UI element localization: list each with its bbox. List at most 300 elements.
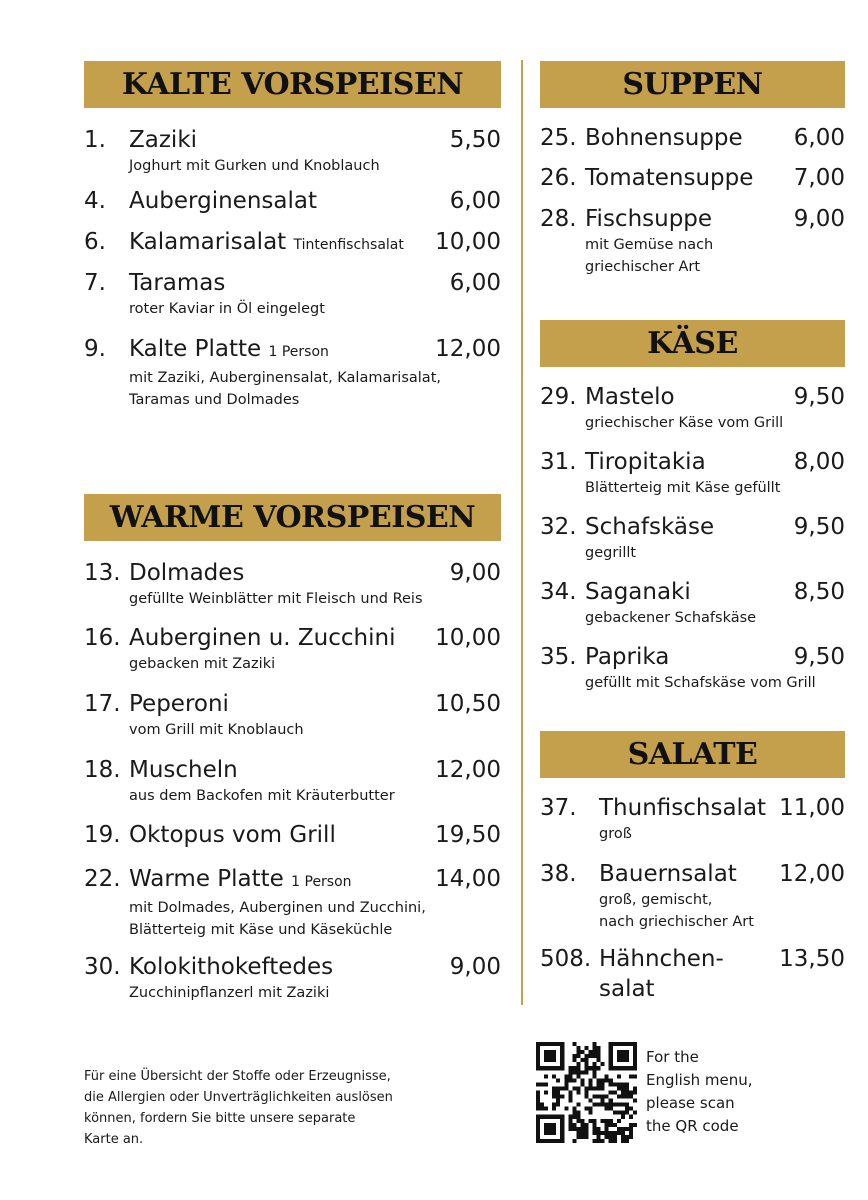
menu-item-row: [540, 447, 845, 477]
item-note: Tintenfischsalat: [293, 237, 404, 253]
item-number: 13.: [84, 560, 121, 586]
item-description: groß: [599, 826, 632, 842]
qr-module: [576, 1062, 580, 1066]
footnote-line: können, fordern Sie bitte unsere separate: [84, 1111, 356, 1126]
qr-module: [617, 1119, 621, 1123]
qr-module: [621, 1115, 625, 1119]
qr-module: [544, 1074, 548, 1078]
item-name: Oktopus vom Grill: [129, 822, 336, 848]
qr-module: [552, 1103, 556, 1107]
qr-module: [605, 1078, 609, 1082]
qr-module: [605, 1095, 609, 1099]
menu-item: [84, 334, 501, 411]
menu-item: [540, 123, 845, 153]
item-number: 35.: [540, 644, 577, 670]
footnote-line: Für eine Übersicht der Stoffe oder Erzeugnisse,: [84, 1069, 391, 1084]
allergen-footnote: [84, 1066, 424, 1150]
qr-module: [593, 1123, 597, 1127]
qr-module: [613, 1131, 617, 1135]
qr-module: [625, 1139, 629, 1143]
menu-item: [540, 163, 845, 193]
qr-module: [564, 1082, 568, 1086]
qr-module: [572, 1054, 576, 1058]
item-number: 28.: [540, 206, 577, 232]
qr-module: [629, 1074, 633, 1078]
qr-module: [617, 1111, 621, 1115]
qr-module: [605, 1103, 609, 1107]
menu-item-row: [84, 125, 501, 155]
qr-module: [580, 1058, 584, 1062]
item-price: 14,00: [435, 866, 501, 892]
qr-module: [572, 1070, 576, 1074]
section-header-warme-vorspeisen: [84, 494, 501, 541]
qr-module: [544, 1082, 548, 1086]
qr-module: [609, 1082, 613, 1086]
qr-module: [576, 1119, 580, 1123]
menu-item: [84, 755, 501, 807]
item-price: 19,50: [435, 822, 501, 848]
qr-module: [605, 1074, 609, 1078]
item-description: gefüllte Weinblätter mit Fleisch und Reis: [129, 591, 423, 607]
qr-module: [605, 1131, 609, 1135]
qr-module: [584, 1135, 588, 1139]
qr-module: [576, 1066, 580, 1070]
item-name: Mastelo: [585, 384, 675, 410]
item-name-wrap: [585, 204, 794, 234]
qr-module: [613, 1123, 617, 1127]
item-price: 7,00: [793, 165, 845, 191]
qr-module: [625, 1107, 629, 1111]
qr-module: [617, 1127, 621, 1131]
item-name-wrap: [129, 186, 450, 216]
menu-item: [540, 512, 845, 564]
qr-module: [568, 1115, 572, 1119]
qr-module: [589, 1111, 593, 1115]
menu-item-row: [540, 382, 845, 412]
qr-module: [580, 1078, 584, 1082]
qr-module: [593, 1054, 597, 1058]
footnote-line: die Allergien oder Unverträglichkeiten auslösen: [84, 1090, 393, 1105]
item-number: 34.: [540, 579, 577, 605]
menu-item: [84, 227, 501, 260]
item-name-wrap: [585, 163, 794, 193]
item-number: 18.: [84, 757, 121, 783]
menu-item-row: [540, 944, 845, 974]
menu-item-row: [84, 268, 501, 298]
menu-item-row: [84, 864, 501, 897]
qr-caption-line: please scan: [646, 1094, 735, 1112]
qr-module: [584, 1127, 588, 1131]
qr-module: [629, 1127, 633, 1131]
qr-module: [629, 1090, 633, 1094]
qr-module: [580, 1131, 584, 1135]
qr-module: [589, 1066, 593, 1070]
item-description: gebacken mit Zaziki: [129, 656, 276, 672]
item-number: 29.: [540, 384, 577, 410]
qr-module: [597, 1082, 601, 1086]
qr-module: [625, 1135, 629, 1139]
qr-module: [568, 1078, 572, 1082]
qr-module: [589, 1086, 593, 1090]
item-name-wrap: [585, 382, 794, 412]
qr-module: [625, 1086, 629, 1090]
item-name-wrap: [585, 512, 794, 542]
qr-module: [597, 1127, 601, 1131]
qr-module: [629, 1115, 633, 1119]
item-number: 16.: [84, 625, 121, 651]
qr-module: [597, 1050, 601, 1054]
item-price: 13,50: [779, 946, 845, 972]
item-description: gegrillt: [585, 545, 637, 561]
qr-module: [625, 1103, 629, 1107]
qr-module: [593, 1086, 597, 1090]
item-name: Hähnchen-: [599, 946, 724, 972]
qr-module: [609, 1090, 613, 1094]
menu-item: [84, 558, 501, 610]
qr-module: [584, 1070, 588, 1074]
item-name: Paprika: [585, 644, 670, 670]
qr-module: [605, 1119, 609, 1123]
qr-module: [597, 1135, 601, 1139]
item-name: Bauernsalat: [599, 861, 737, 887]
qr-module: [609, 1099, 613, 1103]
section-header-kalte-vorspeisen: [84, 61, 501, 108]
qr-module: [601, 1095, 605, 1099]
qr-module: [621, 1111, 625, 1115]
item-name-wrap: [599, 793, 779, 823]
qr-module: [617, 1074, 621, 1078]
qr-module: [633, 1086, 637, 1090]
item-name: Peperoni: [129, 691, 229, 717]
qr-module: [601, 1139, 605, 1143]
qr-module: [560, 1095, 564, 1099]
qr-module: [556, 1090, 560, 1094]
item-name: Zaziki: [129, 127, 198, 153]
qr-finder-core: [617, 1050, 629, 1062]
menu-item-row: [84, 227, 501, 260]
item-description: griechischer Art: [585, 259, 701, 275]
item-price: 8,50: [793, 579, 845, 605]
qr-module: [568, 1127, 572, 1131]
qr-module: [568, 1099, 572, 1103]
qr-module: [536, 1107, 540, 1111]
qr-module: [601, 1131, 605, 1135]
menu-item-row: [84, 755, 501, 785]
qr-module: [605, 1127, 609, 1131]
item-note: 1 Person: [268, 344, 329, 360]
item-name: Thunfischsalat: [599, 795, 767, 821]
menu-item: [540, 577, 845, 629]
item-price: 8,00: [793, 449, 845, 475]
qr-module: [625, 1111, 629, 1115]
qr-module: [589, 1119, 593, 1123]
item-price: 9,50: [793, 384, 845, 410]
item-name-wrap: [129, 125, 450, 155]
qr-module: [572, 1107, 576, 1111]
item-description: gebackener Schafskäse: [585, 610, 757, 626]
qr-module: [580, 1123, 584, 1127]
item-name: Auberginen u. Zucchini: [129, 625, 396, 651]
menu-item: [84, 820, 501, 850]
qr-module: [556, 1086, 560, 1090]
item-name-continued: salat: [599, 976, 655, 1002]
qr-module: [572, 1042, 576, 1046]
menu-item: [540, 642, 845, 694]
qr-module: [621, 1139, 625, 1143]
item-price: 10,00: [435, 229, 501, 255]
item-name: Auberginensalat: [129, 188, 317, 214]
qr-module: [597, 1066, 601, 1070]
section-title: KÄSE: [647, 326, 738, 361]
item-number: 4.: [84, 188, 106, 214]
item-name-wrap: [129, 558, 450, 588]
item-price: 9,00: [793, 206, 845, 232]
menu-item-row: [540, 859, 845, 889]
qr-module: [621, 1103, 625, 1107]
qr-module: [572, 1078, 576, 1082]
qr-module: [576, 1050, 580, 1054]
section-title: SUPPEN: [622, 67, 763, 102]
item-name-wrap: [129, 820, 435, 850]
menu-item: [84, 268, 501, 320]
qr-module: [593, 1095, 597, 1099]
qr-module: [556, 1103, 560, 1107]
item-description: mit Dolmades, Auberginen und Zucchini,: [129, 900, 426, 916]
menu-item-row: [84, 952, 501, 982]
qr-module: [633, 1099, 637, 1103]
item-description: Zucchinipflanzerl mit Zaziki: [129, 985, 330, 1001]
qr-module: [613, 1103, 617, 1107]
qr-module: [536, 1099, 540, 1103]
qr-module: [540, 1082, 544, 1086]
qr-module: [609, 1135, 613, 1139]
qr-module: [609, 1131, 613, 1135]
qr-module: [576, 1115, 580, 1119]
item-price: 9,50: [793, 514, 845, 540]
qr-module: [621, 1131, 625, 1135]
qr-module: [580, 1050, 584, 1054]
qr-module: [576, 1054, 580, 1058]
qr-module: [568, 1119, 572, 1123]
qr-module: [633, 1090, 637, 1094]
menu-item: [540, 793, 845, 845]
qr-module: [584, 1062, 588, 1066]
qr-module: [593, 1139, 597, 1143]
qr-module: [629, 1123, 633, 1127]
qr-module: [568, 1123, 572, 1127]
qr-module: [613, 1082, 617, 1086]
menu-item-row: [540, 642, 845, 672]
menu-item-row: [540, 123, 845, 153]
item-note: 1 Person: [291, 874, 352, 890]
qr-module: [568, 1070, 572, 1074]
qr-caption-line: English menu,: [646, 1071, 753, 1089]
section-title: WARME VORSPEISEN: [109, 500, 476, 535]
qr-module: [536, 1095, 540, 1099]
qr-module: [597, 1046, 601, 1050]
menu-item-row: [84, 623, 501, 653]
qr-module: [593, 1042, 597, 1046]
qr-module: [584, 1095, 588, 1099]
qr-module: [633, 1111, 637, 1115]
qr-module: [556, 1099, 560, 1103]
item-description: vom Grill mit Knoblauch: [129, 722, 304, 738]
item-name: Tiropitakia: [585, 449, 706, 475]
qr-module: [633, 1123, 637, 1127]
qr-module: [613, 1111, 617, 1115]
qr-module: [601, 1086, 605, 1090]
item-number: 26.: [540, 165, 577, 191]
item-number: 508.: [540, 946, 592, 972]
qr-module: [621, 1127, 625, 1131]
qr-module: [617, 1131, 621, 1135]
qr-module: [621, 1090, 625, 1094]
menu-item-row: [540, 163, 845, 193]
qr-module: [572, 1066, 576, 1070]
item-number: 17.: [84, 691, 121, 717]
item-price: 9,00: [449, 560, 501, 586]
menu-item: [540, 447, 845, 499]
item-price: 6,00: [793, 125, 845, 151]
item-price: 12,00: [779, 861, 845, 887]
qr-module: [613, 1090, 617, 1094]
qr-module: [564, 1078, 568, 1082]
qr-module: [625, 1090, 629, 1094]
item-price: 5,50: [449, 127, 501, 153]
menu-item: [84, 864, 501, 941]
qr-module: [629, 1131, 633, 1135]
item-name-wrap: [129, 864, 435, 897]
qr-caption-line: For the: [646, 1048, 699, 1066]
qr-module: [564, 1086, 568, 1090]
item-number: 9.: [84, 336, 106, 362]
menu-item: [84, 952, 501, 1004]
qr-module: [593, 1103, 597, 1107]
item-price: 9,00: [449, 954, 501, 980]
qr-module: [601, 1082, 605, 1086]
qr-module: [617, 1082, 621, 1086]
item-name-wrap: [129, 623, 435, 653]
qr-module: [576, 1103, 580, 1107]
item-description: Blätterteig mit Käse und Käseküchle: [129, 922, 393, 938]
qr-module: [572, 1115, 576, 1119]
menu-item-row: [84, 689, 501, 719]
item-name: Warme Platte: [129, 866, 284, 892]
qr-module: [584, 1090, 588, 1094]
qr-module: [576, 1127, 580, 1131]
qr-module: [609, 1139, 613, 1143]
qr-module: [589, 1054, 593, 1058]
qr-module: [613, 1135, 617, 1139]
item-name-wrap: [585, 642, 794, 672]
qr-module: [552, 1074, 556, 1078]
qr-module: [617, 1095, 621, 1099]
menu-item-row: [84, 334, 501, 367]
qr-module: [633, 1074, 637, 1078]
item-name: Schafskäse: [585, 514, 715, 540]
item-name-wrap: [129, 268, 450, 298]
menu-item: [84, 689, 501, 741]
menu-item-row: [540, 577, 845, 607]
qr-module: [593, 1074, 597, 1078]
item-name-wrap: [129, 952, 450, 982]
qr-module: [605, 1123, 609, 1127]
item-price: 11,00: [779, 795, 845, 821]
section-title: KALTE VORSPEISEN: [121, 67, 464, 102]
item-description: griechischer Käse vom Grill: [585, 415, 784, 431]
section-title: SALATE: [627, 737, 758, 772]
menu-item-row: [84, 186, 501, 216]
qr-module: [572, 1058, 576, 1062]
qr-module: [568, 1090, 572, 1094]
qr-module: [572, 1111, 576, 1115]
qr-module: [544, 1090, 548, 1094]
qr-module: [584, 1123, 588, 1127]
qr-module: [576, 1046, 580, 1050]
qr-module: [629, 1107, 633, 1111]
qr-module: [593, 1131, 597, 1135]
qr-module: [580, 1135, 584, 1139]
item-name-wrap: [585, 123, 794, 153]
item-description: Joghurt mit Gurken und Knoblauch: [129, 158, 380, 174]
menu-item-row: [84, 820, 501, 850]
qr-module: [576, 1074, 580, 1078]
qr-module: [584, 1046, 588, 1050]
qr-module: [609, 1103, 613, 1107]
item-price: 10,00: [435, 625, 501, 651]
qr-module: [556, 1095, 560, 1099]
item-name-wrap: [599, 859, 779, 889]
qr-module: [589, 1078, 593, 1082]
item-name: Dolmades: [129, 560, 245, 586]
qr-module: [540, 1107, 544, 1111]
menu-item: [540, 382, 845, 434]
qr-module: [601, 1099, 605, 1103]
qr-module: [625, 1095, 629, 1099]
qr-module: [552, 1086, 556, 1090]
qr-module: [601, 1062, 605, 1066]
menu-item: [540, 204, 845, 278]
qr-module: [536, 1082, 540, 1086]
qr-module: [597, 1086, 601, 1090]
qr-module: [580, 1127, 584, 1131]
item-name: Taramas: [129, 270, 226, 296]
qr-module: [613, 1139, 617, 1143]
qr-module: [629, 1095, 633, 1099]
qr-module: [568, 1095, 572, 1099]
item-description: aus dem Backofen mit Kräuterbutter: [129, 788, 395, 804]
item-description: groß, gemischt,: [599, 892, 713, 908]
item-price: 9,50: [793, 644, 845, 670]
qr-module: [540, 1103, 544, 1107]
item-number: 31.: [540, 449, 577, 475]
item-number: 30.: [84, 954, 121, 980]
section-header-salate: [540, 731, 845, 778]
qr-module: [580, 1070, 584, 1074]
qr-module: [568, 1074, 572, 1078]
qr-code-icon[interactable]: [536, 1042, 637, 1143]
qr-module: [617, 1086, 621, 1090]
qr-module: [593, 1066, 597, 1070]
item-price: 12,00: [435, 757, 501, 783]
qr-module: [621, 1095, 625, 1099]
item-name-wrap: [585, 577, 794, 607]
qr-module: [629, 1135, 633, 1139]
item-number: 38.: [540, 861, 577, 887]
menu-item: [84, 186, 501, 216]
qr-module: [605, 1135, 609, 1139]
item-name: Tomatensuppe: [585, 165, 754, 191]
